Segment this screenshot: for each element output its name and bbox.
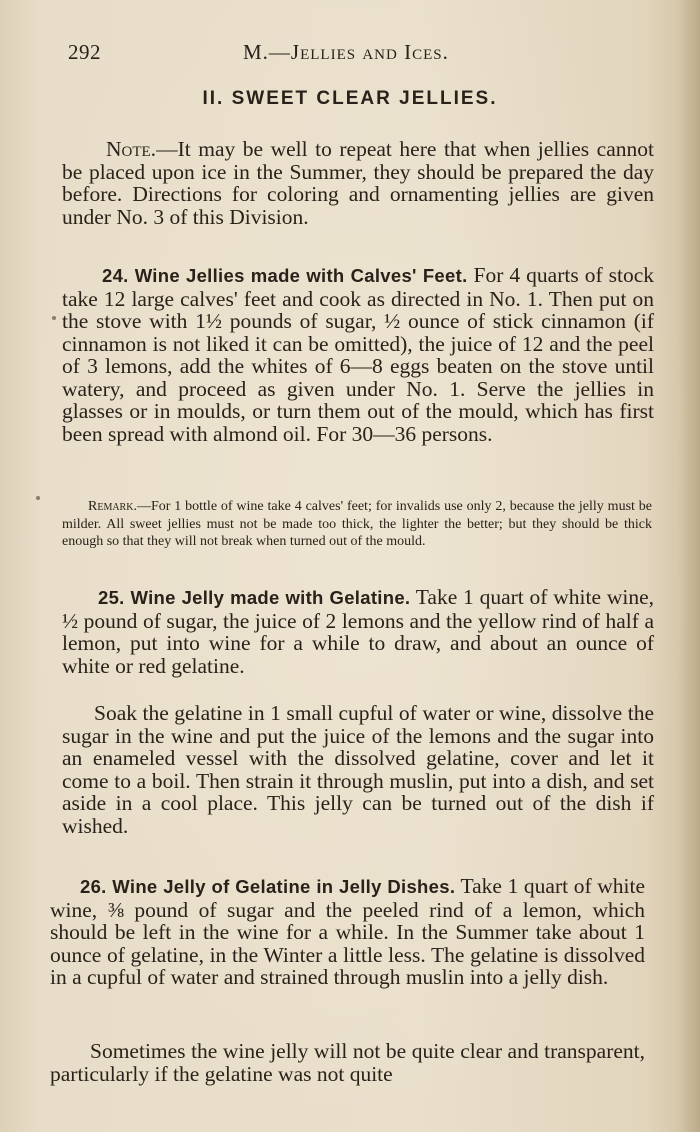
section-title: II. SWEET CLEAR JELLIES. [202,88,498,109]
note-text: —It may be well to repeat here that when jellies cannot be placed upon ice in the Summer, they should be prepared the day before. Directions for coloring and ornamenting jellies are given under No. 3 of this Division. [62,137,654,229]
recipe-25-text: Take 1 quart of white wine, ½ pound of sugar, the juice of 2 lemons and the yellow rind of half a lemon, put into wine for a while to draw, and about an ounce of white or red gelatine. [62,585,654,678]
recipe-26-title: 26. Wine Jelly of Gelatine in Jelly Dishes. [80,876,456,897]
remark-label: Remark. [88,499,137,514]
recipe-25-method-paragraph: Soak the gelatine in 1 small cupful of water or wine, dissolve the sugar in the wine and put the juice of the lemons and the sugar into an enameled vessel with the dissolved gelatine, cover and let it come to a boil. Then strain it through muslin, put into a dish, and set aside in a cool place. This jelly can be turned out of the dish if wished. [62,701,654,838]
recipe-24-paragraph [62,264,654,445]
paper-speck [52,316,56,320]
remark-text: —For 1 bottle of wine take 4 calves' feet; for invalids use only 2, because the jelly must be milder. All sweet jellies must not be made too thick, the lighter the better; but they should be thick enough so that they will not break when turned out of the mould. [62,499,652,549]
page-header [68,40,658,70]
recipe-26-text: Take 1 quart of white wine, ⅜ pound of sugar and the peeled rind of a lemon, which should be left in the wine for a while. In the Summer take about 1 ounce of gelatine, in the Winter a little less. The gelatine is dissolved in a cupful of water and strained through muslin into a jelly dish. [50,874,646,989]
page-number: 292 [68,40,101,64]
paper-speck [36,496,40,500]
recipe-26-paragraph [50,875,645,989]
recipe-25-title: 25. Wine Jelly made with Gelatine. [98,587,411,608]
page-edge-shadow [678,0,700,1132]
recipe-26-continuation-paragraph: Sometimes the wine jelly will not be quite clear and transparent, particularly if the gelatine was not quite [50,1039,645,1086]
running-head: M.—Jellies and Ices. [243,40,449,64]
recipe-24-text: For 4 quarts of stock take 12 large calves' feet and cook as directed in No. 1. Then put on the stove with 1½ pounds of sugar, ½ ounce of stick cinnamon (if cinnamon is not liked it can be omitted), the juice of 12 and the peel of 3 lemons, add the whites of 6—8 eggs beaten on the stove until watery, and proceed as given under No. 1. Serve the jellies in glasses or in moulds, or turn them out of the mould, which has first been spread with almond oil. For 30—36 persons. [62,263,655,446]
recipe-25-paragraph [62,586,654,677]
note-label: Note. [106,137,157,161]
recipe-24-title: 24. Wine Jellies made with Calves' Feet. [102,265,468,286]
recipe-24-remark [62,498,652,551]
note-paragraph [62,138,654,228]
